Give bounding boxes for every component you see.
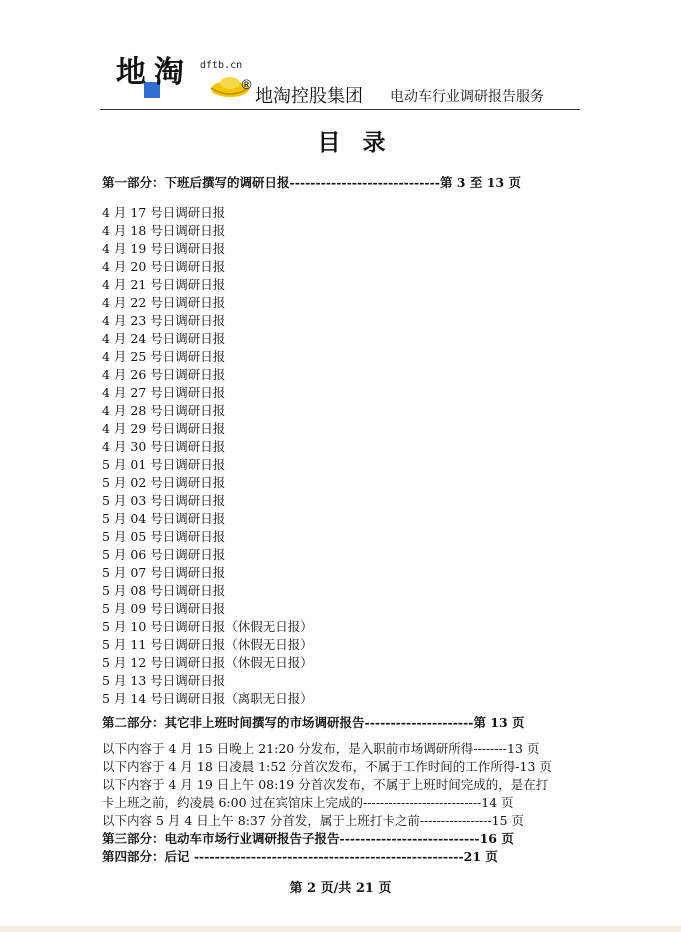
toc-part-3: 第三部分：电动车市场行业调研报告子报告---------------------------16 页 <box>102 831 514 846</box>
daily-report-item: 4 月 26 号日调研日报 <box>102 367 226 382</box>
daily-report-item: 4 月 23 号日调研日报 <box>102 313 226 328</box>
note-line: 以下内容于 4 月 18 日凌晨 1:52 分首次发布，不属于工作时间的工作所得-13 页 <box>102 759 552 774</box>
daily-report-item: 4 月 28 号日调研日报 <box>102 403 226 418</box>
note-line: 以下内容于 4 月 19 日上午 08:19 分首次发布，不属于上班时间完成的，是在打 <box>102 777 549 792</box>
daily-report-item: 5 月 08 号日调研日报 <box>102 583 226 598</box>
daily-report-item: 4 月 17 号日调研日报 <box>102 205 226 220</box>
daily-report-item: 5 月 07 号日调研日报 <box>102 565 226 580</box>
daily-report-item: 5 月 03 号日调研日报 <box>102 493 226 508</box>
daily-report-item: 5 月 02 号日调研日报 <box>102 475 226 490</box>
daily-report-item: 4 月 20 号日调研日报 <box>102 259 226 274</box>
note-line: 以下内容 5 月 4 日上午 8:37 分首发，属于上班打卡之前-----------------15 页 <box>102 813 524 828</box>
daily-report-item: 5 月 06 号日调研日报 <box>102 547 226 562</box>
daily-report-item: 4 月 30 号日调研日报 <box>102 439 226 454</box>
logo-char-1: 地 <box>116 55 146 90</box>
toc-content <box>102 174 582 866</box>
daily-report-item: 4 月 24 号日调研日报 <box>102 331 226 346</box>
daily-report-item: 5 月 14 号日调研日报（离职无日报） <box>102 691 313 706</box>
registered-mark: ® <box>240 78 253 93</box>
page-bottom-strip <box>0 926 681 932</box>
daily-report-item: 4 月 21 号日调研日报 <box>102 277 226 292</box>
daily-report-item: 5 月 11 号日调研日报（休假无日报） <box>102 637 313 652</box>
company-logo <box>116 54 266 100</box>
company-name: 地淘控股集团 <box>255 86 363 107</box>
daily-report-item: 5 月 01 号日调研日报 <box>102 457 226 472</box>
daily-report-item: 4 月 27 号日调研日报 <box>102 385 226 400</box>
notes-list <box>102 740 582 830</box>
daily-report-item: 5 月 10 号日调研日报（休假无日报） <box>102 619 313 634</box>
daily-report-list <box>102 204 582 708</box>
daily-report-item: 4 月 22 号日调研日报 <box>102 295 226 310</box>
daily-report-item: 4 月 18 号日调研日报 <box>102 223 226 238</box>
document-header <box>100 50 580 112</box>
daily-report-item: 5 月 04 号日调研日报 <box>102 511 226 526</box>
note-line: 以下内容于 4 月 15 日晚上 21:20 分发布，是入职前市场调研所得--------13 页 <box>102 741 540 756</box>
logo-char-2: 淘 <box>154 55 184 90</box>
toc-part-2: 第二部分：其它非上班时间撰写的市场调研报告---------------------第 13 页 <box>102 715 525 730</box>
daily-report-item: 4 月 19 号日调研日报 <box>102 241 226 256</box>
daily-report-item: 4 月 25 号日调研日报 <box>102 349 226 364</box>
daily-report-item: 4 月 29 号日调研日报 <box>102 421 226 436</box>
service-tagline: 电动车行业调研报告服务 <box>390 89 544 105</box>
daily-report-item: 5 月 05 号日调研日报 <box>102 529 226 544</box>
toc-part-4: 第四部分：后记 ----------------------------------------------------21 页 <box>102 849 498 864</box>
logo-domain: dftb.cn <box>200 60 243 71</box>
page-footer: 第 2 页/共 21 页 <box>289 881 392 896</box>
daily-report-item: 5 月 12 号日调研日报（休假无日报） <box>102 655 313 670</box>
daily-report-item: 5 月 13 号日调研日报 <box>102 673 226 688</box>
note-line: 卡上班之前，约凌晨 6:00 过在宾馆床上完成的----------------------------14 页 <box>102 795 514 810</box>
toc-title <box>0 124 681 157</box>
daily-report-item: 5 月 09 号日调研日报 <box>102 601 226 616</box>
toc-title-char-2: 录 <box>362 129 386 156</box>
toc-title-char-1: 目 <box>317 129 363 156</box>
toc-part-1: 第一部分：下班后撰写的调研日报-----------------------------第 3 至 13 页 <box>102 175 521 190</box>
header-rule <box>100 109 580 110</box>
